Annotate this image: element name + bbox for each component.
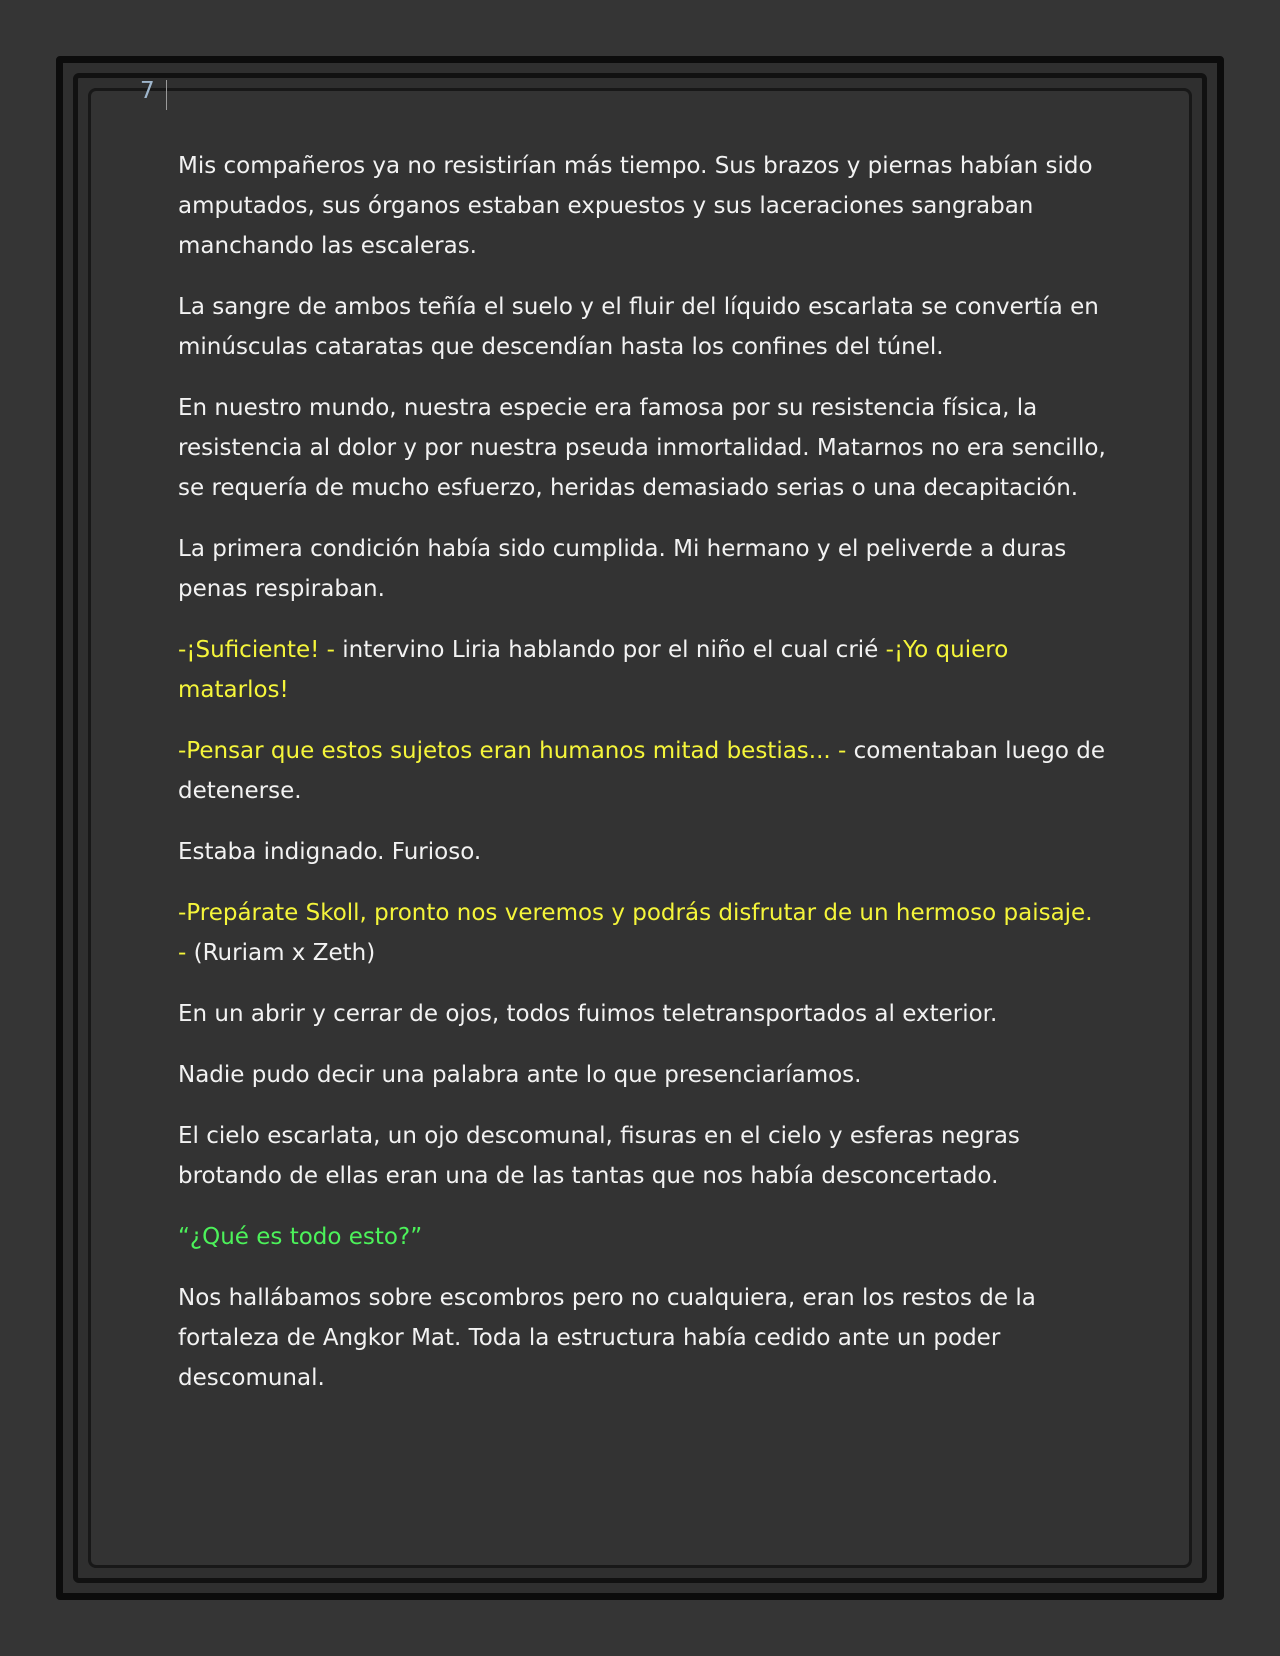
paragraph-text: En un abrir y cerrar de ojos, todos fuimos teletransportados al exterior.: [178, 1001, 998, 1027]
paragraph-text: Nadie pudo decir una palabra ante lo que presenciaríamos.: [178, 1062, 862, 1088]
dialogue-text: -¡Yo quiero matarlos!: [178, 637, 1009, 703]
paragraph-7: [178, 832, 1108, 872]
thought-text: “¿Qué es todo esto?”: [178, 1224, 423, 1250]
paragraph-12: [178, 1217, 1108, 1257]
page-number-divider: [166, 80, 167, 110]
paragraph-text: La sangre de ambos teñía el suelo y el fluir del líquido escarlata se convertía en minúsculas cataratas que descendían hasta los confines del túnel.: [178, 294, 1099, 360]
paragraph-10: [178, 1055, 1108, 1095]
dialogue-text: -Prepárate Skoll, pronto nos veremos y podrás disfrutar de un hermoso paisaje. -: [178, 900, 1093, 966]
paragraph-text: En nuestro mundo, nuestra especie era famosa por su resistencia física, la resistencia al dolor y por nuestra pseuda inmortalidad. Matarnos no era sencillo, se requería de mucho esfuerzo, heridas demasiado serias o una decapitación.: [178, 395, 1106, 501]
narration-text: (Ruriam x Zeth): [193, 940, 376, 966]
paragraph-11: [178, 1116, 1108, 1196]
story-text: [178, 146, 1108, 1419]
paragraph-4: [178, 529, 1108, 609]
paragraph-3: [178, 388, 1108, 508]
paragraph-text: Estaba indignado. Furioso.: [178, 839, 482, 865]
narration-text: comentaban luego de detenerse.: [178, 738, 1106, 804]
paragraph-text: La primera condición había sido cumplida. Mi hermano y el peliverde a duras penas respiraban.: [178, 536, 1067, 602]
narration-text: intervino Liria hablando por el niño el cual crié: [342, 637, 886, 663]
paragraph-9: [178, 994, 1108, 1034]
dialogue-text: -¡Suficiente! -: [178, 637, 343, 663]
paragraph-5: [178, 630, 1108, 710]
paragraph-2: [178, 287, 1108, 367]
paragraph-6: [178, 731, 1108, 811]
paragraph-1: [178, 146, 1108, 266]
paragraph-text: Nos hallábamos sobre escombros pero no cualquiera, eran los restos de la fortaleza de Angkor Mat. Toda la estructura había cedido ante un poder descomunal.: [178, 1285, 1036, 1391]
paragraph-text: Mis compañeros ya no resistirían más tiempo. Sus brazos y piernas habían sido amputados, sus órganos estaban expuestos y sus laceraciones sangraban manchando las escaleras.: [178, 153, 1093, 259]
dialogue-text: -Pensar que estos sujetos eran humanos mitad bestias... -: [178, 738, 854, 764]
paragraph-text: El cielo escarlata, un ojo descomunal, fisuras en el cielo y esferas negras brotando de ellas eran una de las tantas que nos había desconcertado.: [178, 1123, 1020, 1189]
paragraph-8: [178, 893, 1108, 973]
paragraph-13: [178, 1278, 1108, 1398]
page-number: 7: [140, 78, 155, 104]
